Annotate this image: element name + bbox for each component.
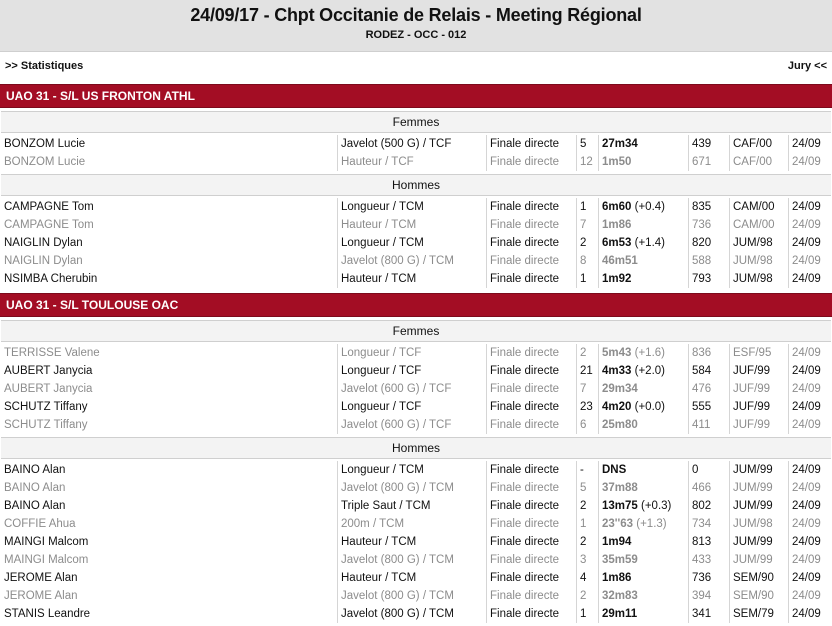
date: 24/09 [788, 533, 821, 551]
points: 555 [688, 398, 711, 416]
event-name[interactable]: Javelot (800 G) / TCM [337, 551, 454, 569]
points: 836 [688, 344, 711, 362]
round-type: Finale directe [486, 216, 559, 234]
event-name[interactable]: Hauteur / TCM [337, 569, 416, 587]
athlete-name[interactable]: JEROME Alan [4, 572, 78, 584]
points: 736 [688, 569, 711, 587]
round-type: Finale directe [486, 380, 559, 398]
event-name[interactable]: Javelot (800 G) / TCM [337, 252, 454, 270]
result-row [0, 605, 832, 623]
event-name[interactable]: 200m / TCM [337, 515, 404, 533]
place: 2 [576, 587, 586, 605]
athlete-name[interactable]: MAINGI Malcom [4, 536, 89, 548]
round-type: Finale directe [486, 479, 559, 497]
place: 3 [576, 551, 586, 569]
performance [598, 416, 638, 434]
points: 341 [688, 605, 711, 623]
date: 24/09 [788, 587, 821, 605]
round-type: Finale directe [486, 497, 559, 515]
athlete-name[interactable]: MAINGI Malcom [4, 554, 89, 566]
performance-value: 4m20 [602, 401, 632, 413]
performance [598, 569, 631, 587]
category: JUF/99 [729, 380, 770, 398]
performance [598, 270, 631, 288]
page-title: 24/09/17 - Chpt Occitanie de Relais - Meeting Régional [190, 5, 642, 25]
place: - [576, 461, 584, 479]
gender-header: Femmes [1, 111, 831, 133]
round-type: Finale directe [486, 461, 559, 479]
date: 24/09 [788, 605, 821, 623]
category: JUM/98 [729, 270, 773, 288]
round-type: Finale directe [486, 416, 559, 434]
round-type: Finale directe [486, 569, 559, 587]
performance-value: 5m43 [602, 347, 632, 359]
athlete-name[interactable]: CAMPAGNE Tom [4, 219, 94, 231]
wind-reading: (+1.6) [634, 347, 665, 359]
category: JUM/98 [729, 252, 773, 270]
place: 12 [576, 153, 593, 171]
club-header: UAO 31 - S/L TOULOUSE OAC [0, 293, 832, 317]
date: 24/09 [788, 497, 821, 515]
performance [598, 479, 638, 497]
result-row [0, 497, 832, 515]
date: 24/09 [788, 234, 821, 252]
round-type: Finale directe [486, 362, 559, 380]
category: SEM/90 [729, 587, 774, 605]
round-type: Finale directe [486, 153, 559, 171]
performance-value: 6m53 [602, 237, 632, 249]
points: 476 [688, 380, 711, 398]
event-name[interactable]: Longueur / TCF [337, 398, 421, 416]
category: JUF/99 [729, 416, 770, 434]
result-row [0, 380, 832, 398]
result-row [0, 135, 832, 153]
round-type: Finale directe [486, 252, 559, 270]
points: 802 [688, 497, 711, 515]
result-row [0, 344, 832, 362]
place: 2 [576, 234, 586, 252]
points: 466 [688, 479, 711, 497]
category: CAF/00 [729, 153, 772, 171]
result-row [0, 416, 832, 434]
gender-header: Hommes [1, 174, 831, 196]
date: 24/09 [788, 479, 821, 497]
performance-value: 29m34 [602, 383, 638, 395]
category: SEM/90 [729, 569, 774, 587]
category: JUM/99 [729, 533, 773, 551]
wind-reading: (+2.0) [634, 365, 665, 377]
performance-value: 25m80 [602, 419, 638, 431]
performance [598, 515, 667, 533]
date: 24/09 [788, 362, 821, 380]
points: 671 [688, 153, 711, 171]
category: JUM/99 [729, 551, 773, 569]
gender-header: Hommes [1, 437, 831, 459]
result-row [0, 216, 832, 234]
event-name[interactable]: Javelot (800 G) / TCM [337, 605, 454, 623]
performance-value: 37m88 [602, 482, 638, 494]
result-row [0, 234, 832, 252]
performance [598, 216, 631, 234]
event-name[interactable]: Longueur / TCF [337, 362, 421, 380]
event-name[interactable]: Triple Saut / TCM [337, 497, 430, 515]
points: 433 [688, 551, 711, 569]
performance-value: 23''63 [602, 518, 634, 530]
performance-value: 1m50 [602, 156, 632, 168]
category: JUM/99 [729, 461, 773, 479]
place: 4 [576, 569, 586, 587]
performance-value: 27m34 [602, 138, 638, 150]
category: JUM/98 [729, 234, 773, 252]
place: 5 [576, 479, 586, 497]
wind-reading: (+1.4) [634, 237, 665, 249]
category: JUM/98 [729, 515, 773, 533]
date: 24/09 [788, 515, 821, 533]
event-name[interactable]: Hauteur / TCM [337, 270, 416, 288]
points: 820 [688, 234, 711, 252]
place: 2 [576, 344, 586, 362]
performance-value: 6m60 [602, 201, 632, 213]
athlete-name[interactable]: BAINO Alan [4, 464, 66, 476]
event-name[interactable]: Javelot (800 G) / TCM [337, 587, 454, 605]
event-name[interactable]: Longueur / TCM [337, 234, 424, 252]
athlete-name[interactable]: AUBERT Janycia [4, 365, 93, 377]
result-row [0, 362, 832, 380]
performance [598, 497, 671, 515]
performance-value: 32m83 [602, 590, 638, 602]
round-type: Finale directe [486, 198, 559, 216]
page-subtitle: RODEZ - OCC - 012 [365, 29, 467, 41]
result-row [0, 461, 832, 479]
event-name[interactable]: Longueur / TCF [337, 344, 421, 362]
event-name[interactable]: Hauteur / TCF [337, 153, 414, 171]
links-bar [0, 52, 832, 80]
event-name[interactable]: Javelot (600 G) / TCF [337, 416, 451, 434]
performance-value: 13m75 [602, 500, 638, 512]
points: 584 [688, 362, 711, 380]
event-name[interactable]: Javelot (500 G) / TCF [337, 135, 451, 153]
date: 24/09 [788, 380, 821, 398]
athlete-name[interactable]: JEROME Alan [4, 590, 78, 602]
place: 23 [576, 398, 593, 416]
event-name[interactable]: Longueur / TCM [337, 198, 424, 216]
performance [598, 587, 638, 605]
event-name[interactable]: Javelot (800 G) / TCM [337, 479, 454, 497]
round-type: Finale directe [486, 398, 559, 416]
result-row [0, 551, 832, 569]
points: 588 [688, 252, 711, 270]
points: 835 [688, 198, 711, 216]
category: CAM/00 [729, 216, 775, 234]
performance-value: 1m94 [602, 536, 632, 548]
performance-value: 4m33 [602, 365, 632, 377]
date: 24/09 [788, 252, 821, 270]
performance-value: 35m59 [602, 554, 638, 566]
athlete-name[interactable]: BONZOM Lucie [4, 156, 86, 168]
performance-value: 46m51 [602, 255, 638, 267]
place: 1 [576, 270, 586, 288]
place: 1 [576, 198, 586, 216]
athlete-name[interactable]: BAINO Alan [4, 482, 66, 494]
athlete-name[interactable]: NAIGLIN Dylan [4, 237, 83, 249]
event-name[interactable]: Javelot (600 G) / TCF [337, 380, 451, 398]
points: 793 [688, 270, 711, 288]
performance-value: 1m92 [602, 273, 632, 285]
result-row [0, 398, 832, 416]
points: 0 [688, 461, 698, 479]
result-row [0, 533, 832, 551]
round-type: Finale directe [486, 344, 559, 362]
place: 7 [576, 216, 586, 234]
category: JUF/99 [729, 398, 770, 416]
round-type: Finale directe [486, 135, 559, 153]
wind-reading: (+1.3) [636, 518, 667, 530]
place: 6 [576, 416, 586, 434]
date: 24/09 [788, 270, 821, 288]
place: 8 [576, 252, 586, 270]
points: 813 [688, 533, 711, 551]
athlete-name[interactable]: TERRISSE Valene [4, 347, 100, 359]
gender-header: Femmes [1, 320, 831, 342]
athlete-name[interactable]: CAMPAGNE Tom [4, 201, 94, 213]
performance-value: 29m11 [602, 608, 638, 620]
performance-value: 1m86 [602, 219, 632, 231]
performance [598, 533, 631, 551]
statistiques-link[interactable]: >> Statistiques [5, 60, 84, 72]
date: 24/09 [788, 569, 821, 587]
performance-value: 1m86 [602, 572, 632, 584]
date: 24/09 [788, 135, 821, 153]
category: JUF/99 [729, 362, 770, 380]
athlete-name[interactable]: NAIGLIN Dylan [4, 255, 83, 267]
points: 411 [688, 416, 710, 434]
category: ESF/95 [729, 344, 771, 362]
category: CAF/00 [729, 135, 772, 153]
athlete-name[interactable]: COFFIE Ahua [4, 518, 76, 530]
round-type: Finale directe [486, 605, 559, 623]
event-name[interactable]: Hauteur / TCM [337, 216, 416, 234]
place: 2 [576, 497, 586, 515]
result-row [0, 479, 832, 497]
round-type: Finale directe [486, 270, 559, 288]
athlete-name[interactable]: SCHUTZ Tiffany [4, 401, 88, 413]
event-name[interactable]: Longueur / TCM [337, 461, 424, 479]
performance [598, 362, 665, 380]
performance [598, 153, 631, 171]
place: 21 [576, 362, 593, 380]
performance [598, 551, 638, 569]
category: JUM/99 [729, 479, 773, 497]
performance [598, 461, 626, 479]
page-header [0, 0, 832, 52]
athlete-name[interactable]: STANIS Leandre [4, 608, 91, 620]
round-type: Finale directe [486, 515, 559, 533]
date: 24/09 [788, 398, 821, 416]
athlete-name[interactable]: SCHUTZ Tiffany [4, 419, 88, 431]
date: 24/09 [788, 153, 821, 171]
date: 24/09 [788, 461, 821, 479]
date: 24/09 [788, 216, 821, 234]
place: 1 [576, 515, 586, 533]
athlete-name[interactable]: BONZOM Lucie [4, 138, 86, 150]
performance [598, 198, 665, 216]
performance [598, 234, 665, 252]
performance-value: DNS [602, 464, 627, 476]
place: 2 [576, 533, 586, 551]
wind-reading: (+0.0) [634, 401, 665, 413]
performance [598, 344, 665, 362]
category: CAM/00 [729, 198, 775, 216]
result-row [0, 515, 832, 533]
result-row [0, 587, 832, 605]
points: 736 [688, 216, 711, 234]
points: 734 [688, 515, 711, 533]
wind-reading: (+0.4) [634, 201, 665, 213]
event-name[interactable]: Hauteur / TCM [337, 533, 416, 551]
results-list [0, 84, 832, 623]
place: 5 [576, 135, 586, 153]
performance [598, 398, 665, 416]
result-row [0, 153, 832, 171]
athlete-name[interactable]: NSIMBA Cherubin [4, 273, 98, 285]
performance [598, 252, 638, 270]
category: JUM/99 [729, 497, 773, 515]
athlete-name[interactable]: BAINO Alan [4, 500, 66, 512]
club-header: UAO 31 - S/L US FRONTON ATHL [0, 84, 832, 108]
round-type: Finale directe [486, 533, 559, 551]
performance [598, 135, 638, 153]
result-row [0, 198, 832, 216]
category: SEM/79 [729, 605, 774, 623]
result-row [0, 270, 832, 288]
date: 24/09 [788, 416, 821, 434]
performance [598, 380, 638, 398]
wind-reading: (+0.3) [641, 500, 672, 512]
place: 1 [576, 605, 586, 623]
round-type: Finale directe [486, 234, 559, 252]
performance [598, 605, 637, 623]
athlete-name[interactable]: AUBERT Janycia [4, 383, 93, 395]
round-type: Finale directe [486, 551, 559, 569]
place: 7 [576, 380, 586, 398]
points: 394 [688, 587, 711, 605]
result-row [0, 252, 832, 270]
result-row [0, 569, 832, 587]
date: 24/09 [788, 198, 821, 216]
date: 24/09 [788, 344, 821, 362]
jury-link[interactable]: Jury << [787, 60, 827, 72]
points: 439 [688, 135, 711, 153]
round-type: Finale directe [486, 587, 559, 605]
date: 24/09 [788, 551, 821, 569]
